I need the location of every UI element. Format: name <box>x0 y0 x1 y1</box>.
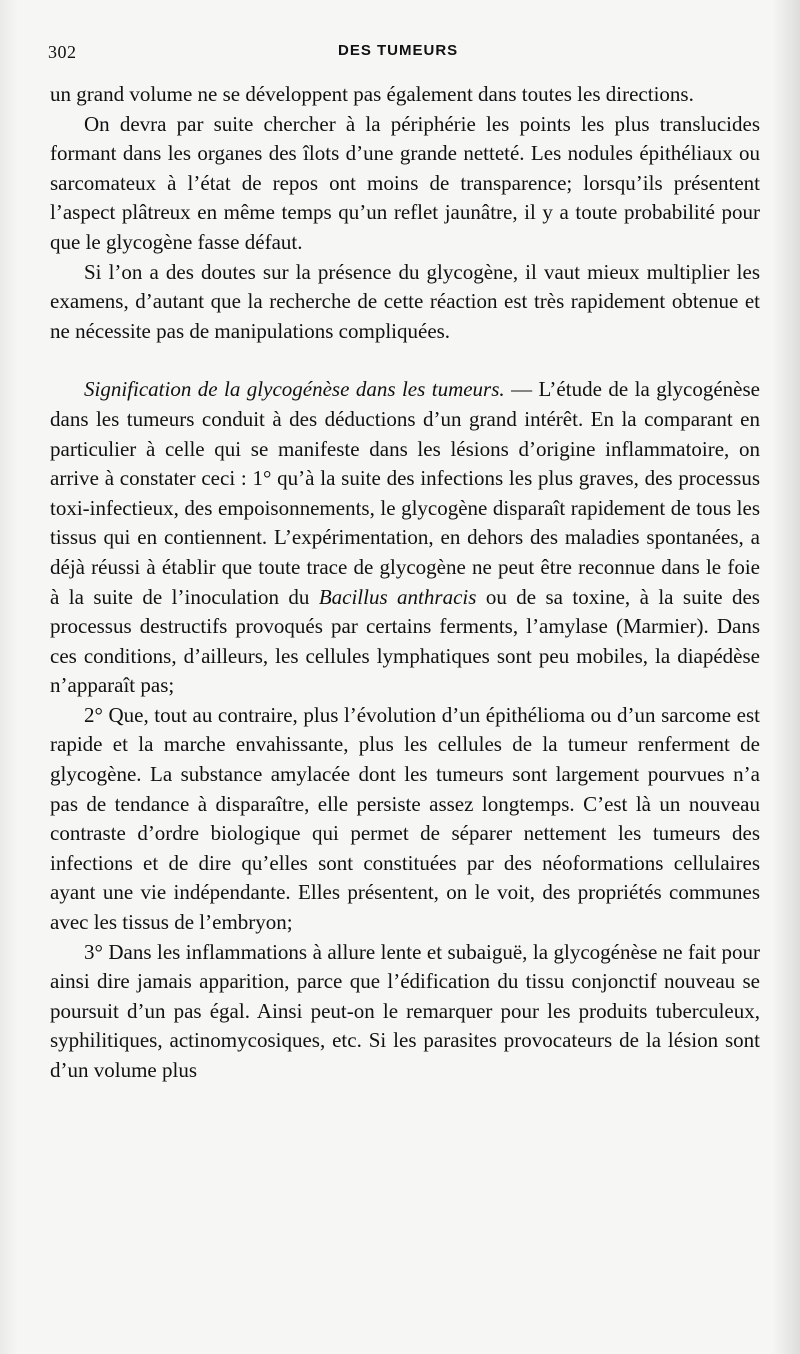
section-title: Signification de la glycogénèse dans les tumeurs. <box>84 377 505 402</box>
body-text <box>50 80 760 1086</box>
paragraph: On devra par suite chercher à la périphérie les points les plus translucides formant dans les organes des îlots d’une grande netteté. Les nodules épithéliaux ou sarcomateux à l’état de repos ont moins de transparence; lorsqu’ils présentent l’aspect plâtreux en même temps qu’un reflet jaunâtre, il y a toute probabilité pour que le glycogène fasse défaut. <box>50 111 760 254</box>
paragraph-text: ou de sa toxine, à la suite des processus destructifs provoqués par certains ferments, l’amylase (Marmier). Dans ces conditions, d’ailleurs, les cellules lymphatiques sont peu mobiles, la diapédèse n’apparaît pas; <box>50 584 760 698</box>
paragraph: 2° Que, tout au contraire, plus l’évolution d’un épithélioma ou d’un sarcome est rapide et la marche envahissante, plus les cellules de la tumeur renferment de glycogène. La substance amylacée dont les tumeurs sont largement pourvues n’a pas de tendance à disparaître, elle persiste assez longtemps. C’est là un nouveau contraste d’ordre biologique qui permet de séparer nettement les tumeurs des infections et de dire qu’elles sont constituées par des néoformations cellulaires ayant une vie indépendante. Elles présentent, on le voit, des propriétés communes avec les tissus de l’embryon; <box>50 702 760 935</box>
paragraph-text: — L’étude de la glycogénèse dans les tumeurs conduit à des déductions d’un grand intérêt. En la comparant en particulier à celle qui se manifeste dans les lésions d’origine inflammatoire, on arrive à constater ceci : 1° qu’à la suite des infections les plus graves, des processus toxi-infectieux, des empoisonnements, le glycogène disparaît rapidement de tous les tissus qui en contiennent. L’expérimentation, en dehors des maladies spontanées, a déjà réussi à établir que toute trace de glycogène ne peut être reconnue dans le foie à la suite de l’inoculation du <box>50 377 760 609</box>
paragraph-continuation: un grand volume ne se développent pas également dans toutes les directions. <box>50 82 694 106</box>
scan-shadow-left <box>0 0 18 1354</box>
paragraph: 3° Dans les inflammations à allure lente et subaiguë, la glycogénèse ne fait pour ainsi dire jamais apparition, parce que l’édification du tissu conjonctif nouveau se poursuit d’un pas égal. Ainsi peut-on le remarquer pour les produits tuberculeux, syphilitiques, actinomycosiques, etc. Si les parasites provocateurs de la lésion sont d’un volume plus <box>50 939 760 1082</box>
page-header <box>48 42 768 66</box>
paragraph: Si l’on a des doutes sur la présence du glycogène, il vaut mieux multiplier les examens, d’autant que la recherche de cette réaction est très rapidement obtenue et ne nécessite pas de manipulations compliquées. <box>50 259 760 343</box>
species-name: Bacillus anthracis <box>318 584 477 609</box>
scan-shadow-right <box>772 0 800 1354</box>
section-paragraph <box>50 375 760 701</box>
running-head: DES TUMEURS <box>338 42 459 59</box>
page-number: 302 <box>48 42 77 62</box>
